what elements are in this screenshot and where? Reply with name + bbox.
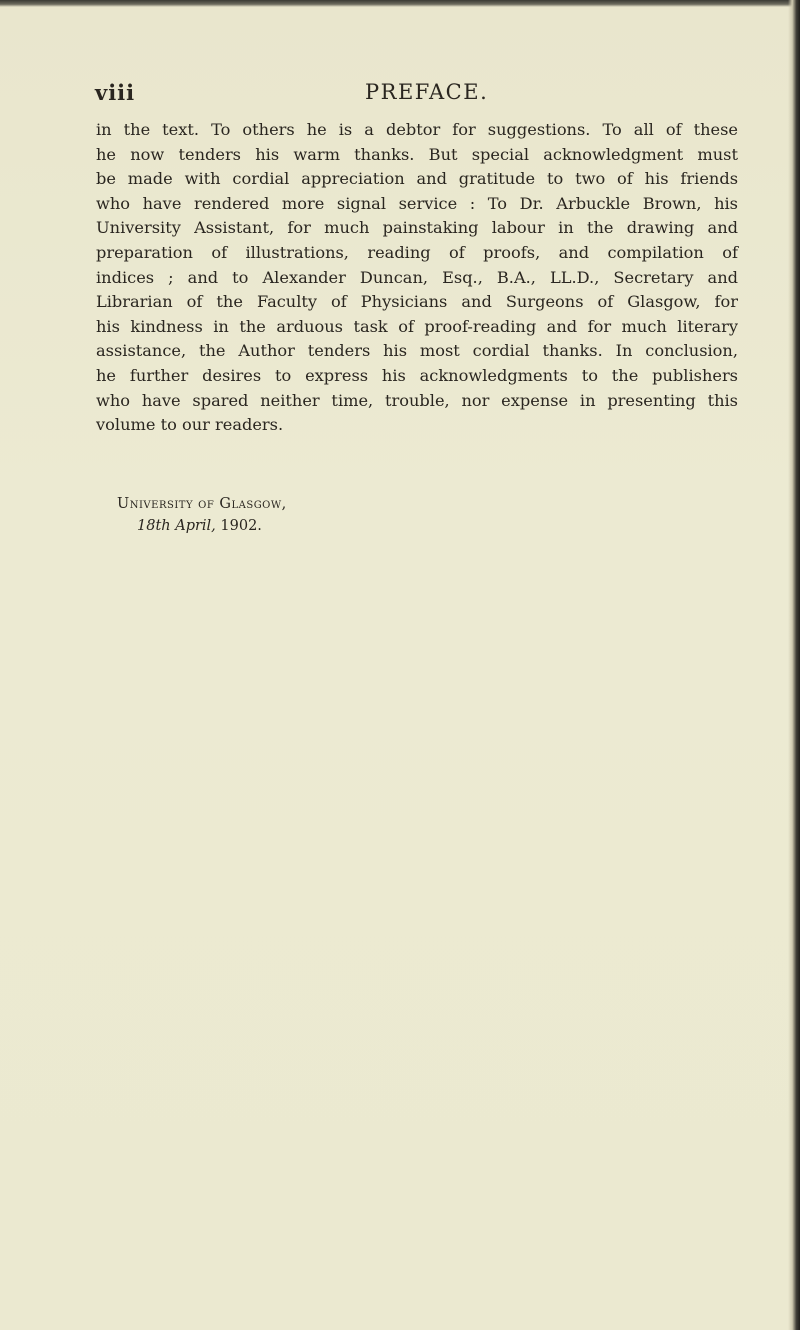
text-line: University Assistant, for much painstaking labour in the drawing and — [96, 218, 738, 238]
text-line: he now tenders his warm thanks. But special acknowledgment must — [96, 144, 738, 164]
signoff-date-day: 18th April, — [137, 518, 216, 534]
text-line: be made with cordial appreciation and gratitude to two of his friends — [96, 169, 738, 189]
preface-paragraph — [96, 118, 738, 438]
running-head — [95, 80, 735, 114]
page-number: viii — [95, 80, 136, 105]
text-line: who have spared neither time, trouble, nor expense in presenting this — [96, 390, 738, 410]
page-binding-edge — [788, 0, 800, 1330]
text-line: his kindness in the arduous task of proof-reading and for much literary — [96, 316, 738, 336]
text-line: indices ; and to Alexander Duncan, Esq., B.A., LL.D., Secretary and — [96, 267, 738, 287]
text-line: assistance, the Author tenders his most cordial thanks. In conclusion, — [96, 341, 738, 361]
signoff-date — [117, 515, 417, 537]
signoff — [117, 493, 417, 537]
page-title: PREFACE. — [365, 80, 489, 104]
signoff-institution: University of Glasgow, — [117, 496, 287, 512]
text-line: in the text. To others he is a debtor for suggestions. To all of these — [96, 120, 738, 139]
signoff-date-year: 1902. — [220, 518, 262, 534]
text-line: preparation of illustrations, reading of proofs, and compilation of — [96, 242, 738, 262]
page-top-edge — [0, 0, 800, 7]
text-line: volume to our readers. — [96, 415, 284, 435]
text-line: Librarian of the Faculty of Physicians and Surgeons of Glasgow, for — [96, 292, 738, 312]
text-line: who have rendered more signal service : To Dr. Arbuckle Brown, his — [96, 193, 738, 213]
text-line: he further desires to express his acknowledgments to the publishers — [96, 365, 738, 385]
